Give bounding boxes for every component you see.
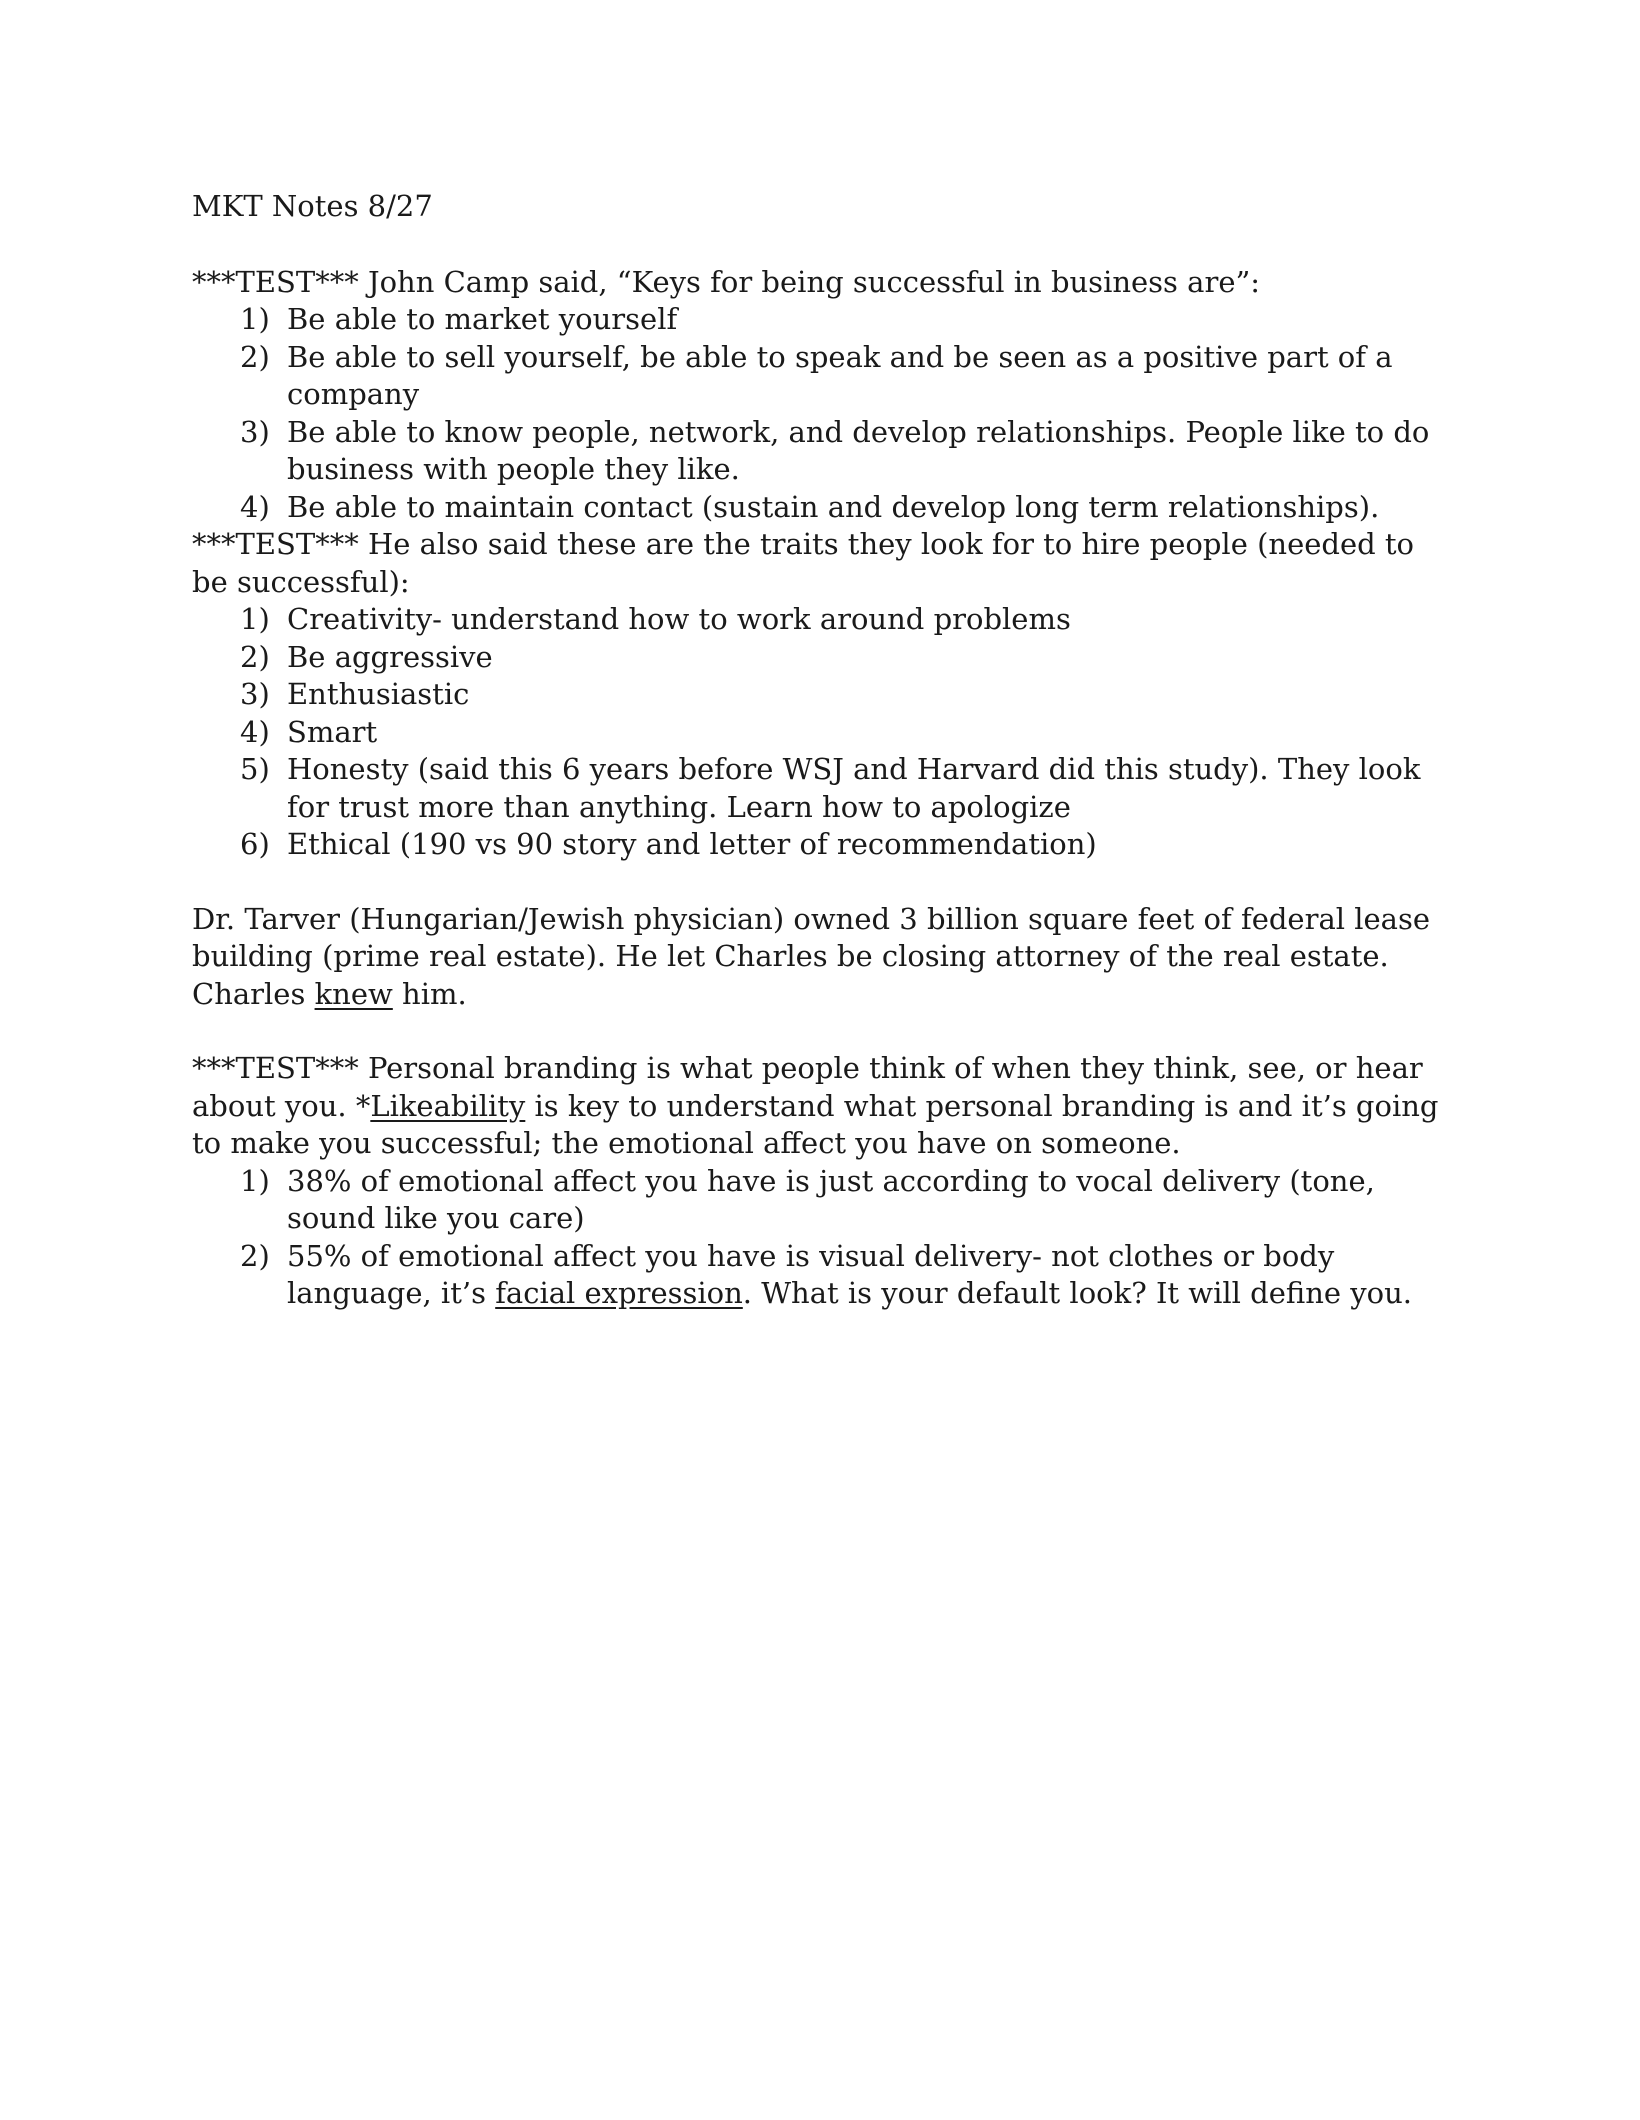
branding-intro: ***TEST*** Personal branding is what people think of when they think, see, or hear about you. *Likeability is key to understand what personal branding is and it’s going to make you successful; the emotional affect you have on someone. bbox=[192, 1051, 1439, 1160]
list-item: 2) 55% of emotional affect you have is visual delivery- not clothes or body language, it’s facial expression. What is your default look? It will define you. bbox=[240, 1238, 1413, 1310]
list-item: 1) 38% of emotional affect you have is just according to vocal delivery (tone, sound like you care) bbox=[240, 1163, 1375, 1235]
keys-intro: ***TEST*** John Camp said, “Keys for being successful in business are”: bbox=[192, 264, 1261, 299]
list-item: 2) Be able to sell yourself, be able to speak and be seen as a positive part of a company bbox=[240, 339, 1393, 411]
paragraph-gap bbox=[192, 864, 1452, 901]
list-number: 5) bbox=[240, 752, 270, 786]
list-number: 1) bbox=[240, 602, 270, 636]
list-number: 1) bbox=[240, 302, 270, 336]
list-number: 2) bbox=[240, 1238, 270, 1273]
list-item: 6) Ethical (190 vs 90 story and letter of recommendation) bbox=[192, 826, 1452, 864]
list-number: 3) bbox=[240, 677, 270, 711]
list-number: 1) bbox=[240, 1163, 270, 1198]
keys-list bbox=[192, 301, 1452, 526]
list-number: 6) bbox=[240, 827, 270, 861]
list-item: 1) Creativity- understand how to work around problems bbox=[192, 601, 1452, 639]
underlined-word: knew bbox=[314, 976, 393, 1011]
list-number: 3) bbox=[240, 414, 270, 449]
list-item: 3) Be able to know people, network, and develop relationships. People like to do business with people they like. bbox=[240, 414, 1430, 486]
list-number: 2) bbox=[240, 639, 270, 674]
document-page bbox=[192, 188, 1452, 1313]
branding-list bbox=[192, 1163, 1452, 1313]
list-number: 4) bbox=[240, 714, 270, 749]
underlined-word: Likeability bbox=[370, 1088, 526, 1123]
page-title: MKT Notes 8/27 bbox=[192, 189, 433, 223]
list-item: 4) Smart bbox=[192, 714, 1452, 752]
paragraph-gap bbox=[192, 1013, 1452, 1050]
list-item: 4) Be able to maintain contact (sustain and develop long term relationships). bbox=[192, 489, 1452, 527]
list-number: 4) bbox=[240, 489, 270, 524]
list-item: 3) Enthusiastic bbox=[192, 676, 1452, 714]
traits-intro: ***TEST*** He also said these are the traits they look for to hire people (needed to be successful): bbox=[192, 527, 1415, 599]
list-item: 2) Be aggressive bbox=[192, 639, 1452, 677]
list-item: 1) Be able to market yourself bbox=[192, 301, 1452, 339]
underlined-phrase: facial expression bbox=[495, 1276, 743, 1310]
list-item: 5) Honesty (said this 6 years before WSJ and Harvard did this study). They look for trust more than anything. Learn how to apologize bbox=[240, 752, 1421, 824]
tarver-paragraph: Dr. Tarver (Hungarian/Jewish physician) owned 3 billion square feet of federal lease building (prime real estate). He let Charles be closing attorney of the real estate. Charles knew him. bbox=[192, 901, 1431, 1011]
list-number: 2) bbox=[240, 339, 270, 374]
traits-list bbox=[192, 601, 1452, 864]
